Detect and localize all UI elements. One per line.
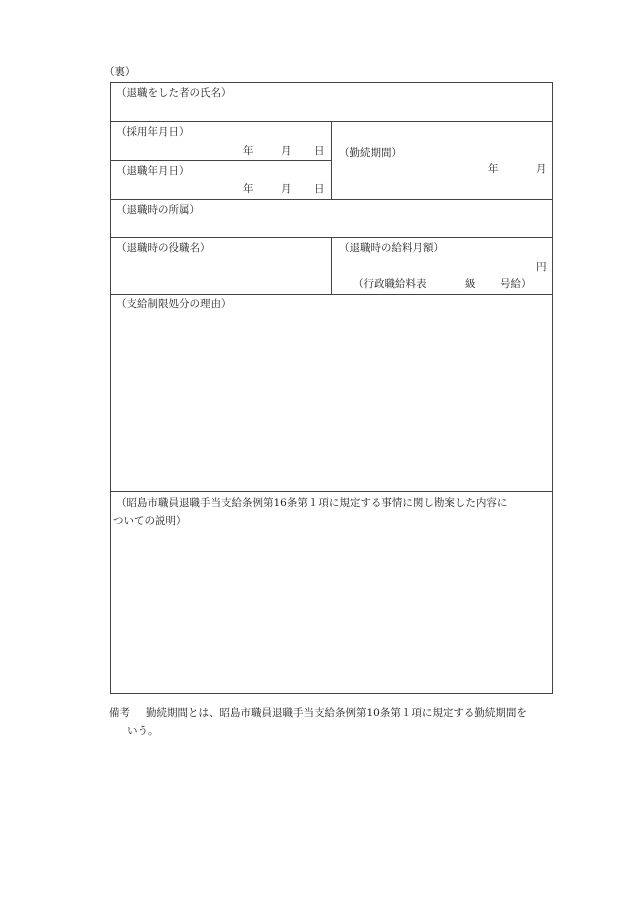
row-divider (110, 294, 553, 295)
service-period-year-label: 年 (488, 163, 499, 175)
considerations-field[interactable] (116, 534, 546, 688)
considerations-label-line1: （昭島市職員退職手当支給条例第16条第１項に規定する事情に関し勘案した内容に (116, 497, 508, 509)
affiliation-label: （退職時の所属） (116, 204, 200, 216)
remarks-text-line1: 勤続期間とは、昭島市職員退職手当支給条例第10条第１項に規定する勤続期間を (146, 707, 527, 719)
retire-date-field[interactable] (150, 181, 325, 196)
service-period-label: （勤続期間） (339, 147, 402, 159)
salary-label: （退職時の給料月額） (339, 242, 444, 254)
row-divider (110, 491, 553, 492)
service-period-field[interactable] (400, 161, 545, 176)
service-period-month-label: 月 (536, 163, 547, 175)
salary-amount-field[interactable] (340, 258, 530, 273)
column-divider (331, 237, 332, 294)
hire-date-day-label: 日 (314, 145, 325, 157)
remarks-heading: 備考 (109, 707, 130, 719)
retiree-name-label: （退職をした者の氏名） (116, 87, 232, 99)
position-field[interactable] (120, 258, 320, 288)
salary-grade-label: 級 (465, 278, 476, 290)
salary-step-label: 号給） (500, 278, 532, 290)
row-divider (110, 160, 331, 161)
hire-date-field[interactable] (150, 143, 325, 158)
retire-date-label: （退職年月日） (116, 165, 190, 177)
hire-date-label: （採用年月日） (116, 126, 190, 138)
retire-date-day-label: 日 (314, 183, 325, 195)
retire-date-month-label: 月 (281, 183, 292, 195)
retiree-name-field[interactable] (120, 101, 540, 117)
column-divider (331, 121, 332, 199)
hire-date-year-label: 年 (243, 145, 254, 157)
remarks-text-line2: いう。 (127, 725, 159, 737)
position-label: （退職時の役職名） (116, 242, 211, 254)
salary-yen-unit: 円 (536, 261, 547, 273)
retire-date-year-label: 年 (243, 183, 254, 195)
restriction-reason-label: （支給制限処分の理由） (116, 298, 232, 310)
hire-date-month-label: 月 (281, 145, 292, 157)
considerations-label-line2: ついての説明） (113, 515, 187, 527)
row-divider (110, 199, 553, 200)
page-marker: （裏） (104, 66, 136, 78)
affiliation-field[interactable] (120, 218, 540, 234)
restriction-reason-field[interactable] (116, 316, 546, 486)
salary-table-label: （行政職給料表 (353, 278, 427, 290)
